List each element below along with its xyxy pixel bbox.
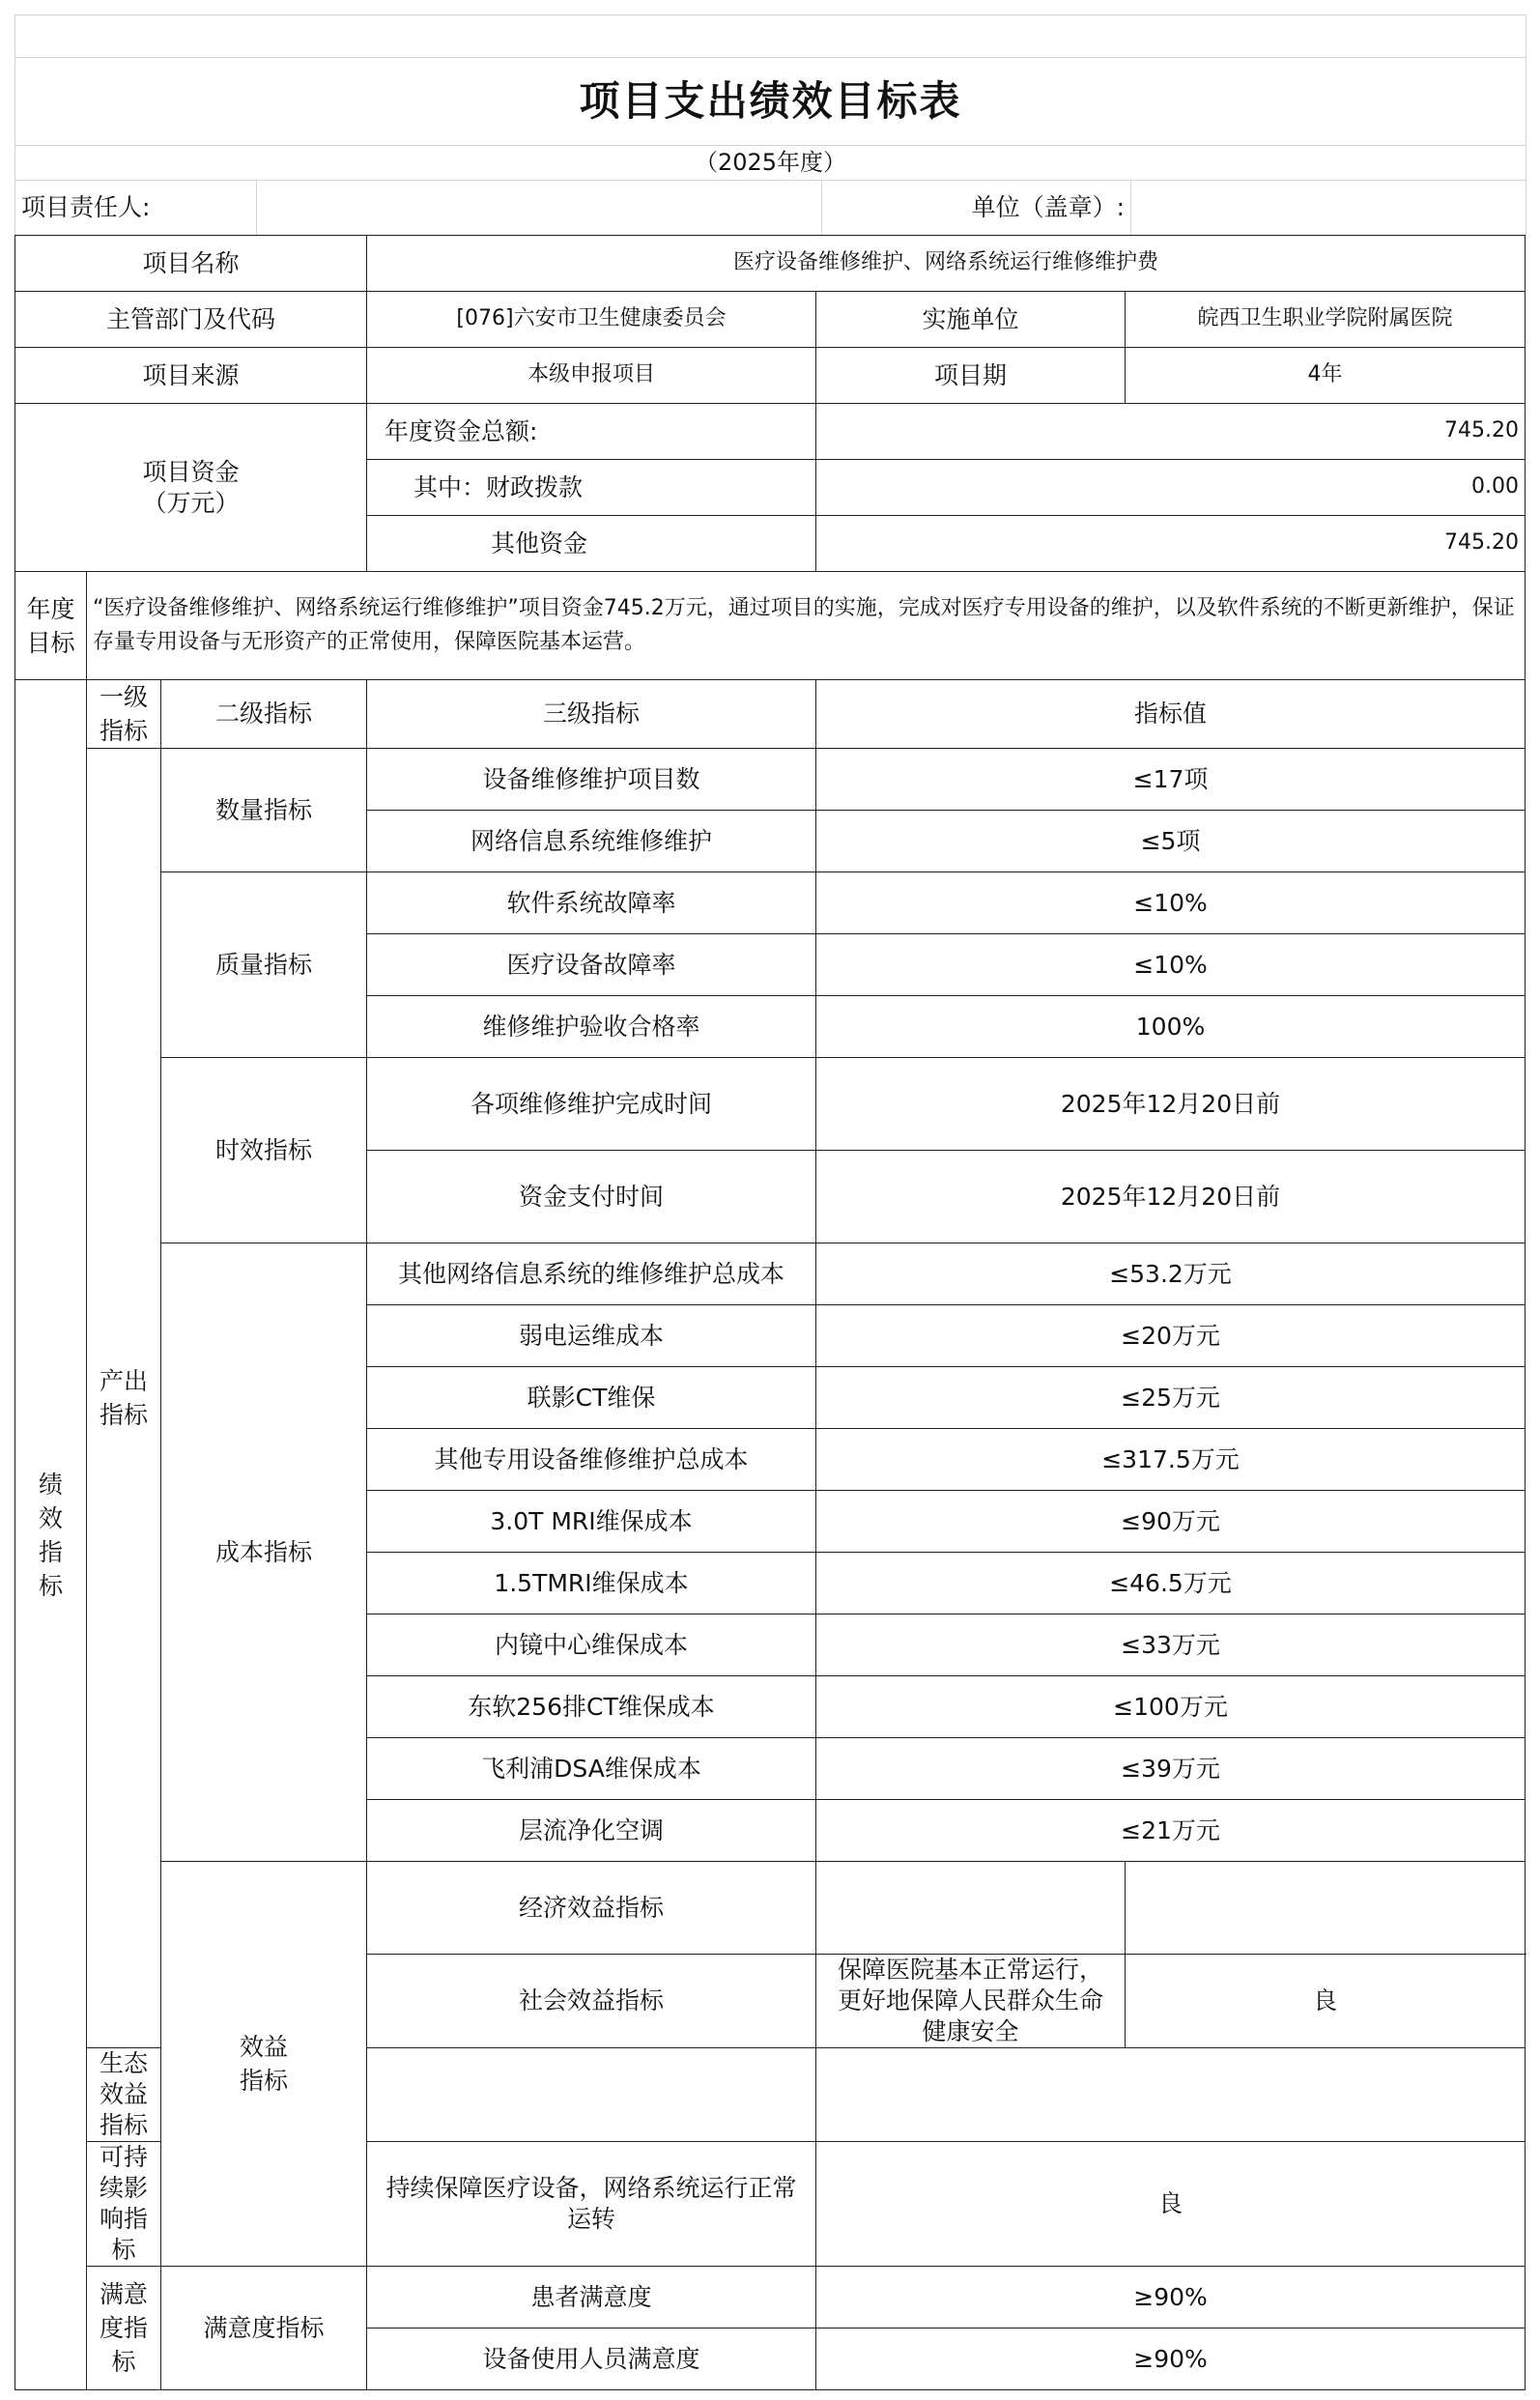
ecological-name <box>367 2048 816 2142</box>
indicator-value: ≤20万元 <box>816 1305 1526 1367</box>
quality-label: 质量指标 <box>161 872 367 1058</box>
row-annual-total <box>15 404 1526 460</box>
implementer: 皖西卫生职业学院附属医院 <box>1126 292 1526 348</box>
blank-row <box>15 15 1526 58</box>
indicator-value: ≤10% <box>816 872 1526 934</box>
indicator-name: 内镜中心维保成本 <box>367 1614 816 1676</box>
benefit-label: 效益指标 <box>161 1862 367 2267</box>
unit-seal-label: 单位（盖章）: <box>822 181 1131 236</box>
period-label: 项目期 <box>816 348 1126 404</box>
indicator-value: ≤53.2万元 <box>816 1243 1526 1305</box>
indicator-name: 各项维修维护完成时间 <box>367 1058 816 1151</box>
department-label: 主管部门及代码 <box>15 292 367 348</box>
indicator-value: ≤10% <box>816 934 1526 996</box>
indicator-value: ≤100万元 <box>816 1676 1526 1738</box>
indicator-value: 良 <box>816 2142 1526 2267</box>
indicator-name: 维修维护验收合格率 <box>367 996 816 1058</box>
indicator-name: 1.5TMRI维保成本 <box>367 1553 816 1614</box>
indicator-name: 其他专用设备维修维护总成本 <box>367 1429 816 1491</box>
sustain-label: 可持续影响指标 <box>87 2142 161 2267</box>
header-value: 指标值 <box>816 680 1526 749</box>
indicator-name: 弱电运维成本 <box>367 1305 816 1367</box>
row-indicator-headers <box>15 680 1526 749</box>
ecological-value <box>816 2048 1526 2142</box>
economic-name <box>816 1862 1126 1955</box>
table-row <box>15 1862 1526 1955</box>
indicator-value: 2025年12月20日前 <box>816 1151 1526 1243</box>
timeliness-label: 时效指标 <box>161 1058 367 1243</box>
department: [076]六安市卫生健康委员会 <box>367 292 816 348</box>
ecological-label: 生态效益指标 <box>87 2048 161 2142</box>
indicator-value: 2025年12月20日前 <box>816 1058 1526 1151</box>
output-label: 产出指标 <box>87 749 161 2048</box>
source-label: 项目来源 <box>15 348 367 404</box>
indicator-name: 东软256排CT维保成本 <box>367 1676 816 1738</box>
indicator-name: 飞利浦DSA维保成本 <box>367 1738 816 1800</box>
header-l1: 一级指标 <box>87 680 161 749</box>
other-funds-label: 其他资金 <box>367 516 816 572</box>
unit-seal-value <box>1131 181 1526 236</box>
indicator-value: ≥90% <box>816 2329 1526 2390</box>
indicator-name: 设备维修维护项目数 <box>367 749 816 811</box>
header-block <box>14 14 1526 236</box>
funds-label-2: （万元） <box>142 488 240 517</box>
responsible-value <box>257 181 822 236</box>
indicator-name: 患者满意度 <box>367 2267 816 2329</box>
indicator-value: ≤33万元 <box>816 1614 1526 1676</box>
row-project-name <box>15 236 1526 292</box>
indicator-value: ≥90% <box>816 2267 1526 2329</box>
header-l2: 二级指标 <box>161 680 367 749</box>
quantity-label: 数量指标 <box>161 749 367 872</box>
indicator-name: 持续保障医疗设备，网络系统运行正常运转 <box>367 2142 816 2267</box>
table-row <box>15 2267 1526 2329</box>
implementer-label: 实施单位 <box>816 292 1126 348</box>
indicator-name: 网络信息系统维修维护 <box>367 811 816 872</box>
indicator-name: 资金支付时间 <box>367 1151 816 1243</box>
indicator-value: ≤25万元 <box>816 1367 1526 1429</box>
indicator-value: ≤5项 <box>816 811 1526 872</box>
satisfaction-l1-label: 满意度指标 <box>87 2267 161 2390</box>
indicator-value: ≤90万元 <box>816 1491 1526 1553</box>
perf-label: 绩效指标 <box>15 680 87 2390</box>
fiscal-label: 其中：财政拨款 <box>367 460 816 516</box>
funds-label-1: 项目资金 <box>142 457 240 486</box>
indicator-name: 联影CT维保 <box>367 1367 816 1429</box>
project-name: 医疗设备维修维护、网络系统运行维修维护费 <box>367 236 1526 292</box>
indicator-value: ≤317.5万元 <box>816 1429 1526 1491</box>
performance-table <box>14 235 1526 2390</box>
goal-text: “医疗设备维修维护、网络系统运行维修维护”项目资金745.2万元，通过项目的实施，完成对医疗专用设备的维护，以及软件系统的不断更新维护，保证存量专用设备与无形资产的正常使用，保障医院基本运营。 <box>87 572 1526 680</box>
indicator-value: ≤17项 <box>816 749 1526 811</box>
indicator-value: ≤46.5万元 <box>816 1553 1526 1614</box>
indicator-value: 100% <box>816 996 1526 1058</box>
row-source <box>15 348 1526 404</box>
indicator-name: 3.0T MRI维保成本 <box>367 1491 816 1553</box>
page-title: 项目支出绩效目标表 <box>15 58 1526 146</box>
indicator-value: ≤39万元 <box>816 1738 1526 1800</box>
indicator-name: 软件系统故障率 <box>367 872 816 934</box>
table-row <box>15 749 1526 811</box>
period: 4年 <box>1126 348 1526 404</box>
indicator-name: 设备使用人员满意度 <box>367 2329 816 2390</box>
economic-label: 经济效益指标 <box>367 1862 816 1955</box>
social-label: 社会效益指标 <box>367 1955 816 2048</box>
table-row <box>15 872 1526 934</box>
indicator-value: 良 <box>1126 1955 1526 2048</box>
source: 本级申报项目 <box>367 348 816 404</box>
table-row <box>15 1243 1526 1305</box>
annual-total-label: 年度资金总额: <box>367 404 816 460</box>
project-name-label: 项目名称 <box>15 236 367 292</box>
table-row <box>15 1058 1526 1151</box>
annual-total: 745.20 <box>816 404 1526 460</box>
row-department <box>15 292 1526 348</box>
other-funds: 745.20 <box>816 516 1526 572</box>
satisfaction-label: 满意度指标 <box>161 2267 367 2390</box>
indicator-name: 医疗设备故障率 <box>367 934 816 996</box>
cost-label: 成本指标 <box>161 1243 367 1862</box>
funds-label <box>15 404 367 572</box>
responsible-label: 项目责任人: <box>15 181 257 236</box>
row-goal <box>15 572 1526 680</box>
year-label: （2025年度） <box>15 146 1526 181</box>
indicator-name: 层流净化空调 <box>367 1800 816 1862</box>
indicator-name: 其他网络信息系统的维修维护总成本 <box>367 1243 816 1305</box>
economic-value <box>1126 1862 1526 1955</box>
fiscal: 0.00 <box>816 460 1526 516</box>
indicator-name: 保障医院基本正常运行，更好地保障人民群众生命健康安全 <box>816 1955 1126 2048</box>
indicator-value: ≤21万元 <box>816 1800 1526 1862</box>
goal-label: 年度目标 <box>15 572 87 680</box>
header-l3: 三级指标 <box>367 680 816 749</box>
